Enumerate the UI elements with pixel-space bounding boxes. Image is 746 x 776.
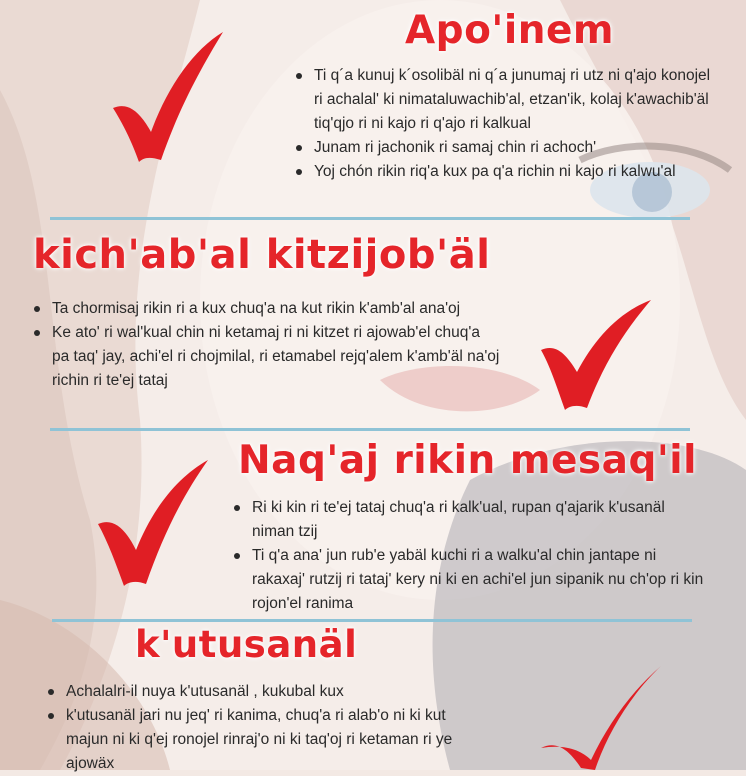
list-item: Ti q´a kunuj k´osolibäl ni q´a junumaj ri utz ni q'ajo konojel ri achalal' ki nimataluwachib'al, etzan'ik, kolaj k'awachib'äl tiq'qjo ri ni kajo ri q'ajo ri kalkual [292,64,722,136]
section-heading: k'utusanäl [135,623,358,666]
bullet-list [292,64,722,184]
checkmark-icon [535,664,665,770]
list-item: Ti q'a ana' jun rub'e yabäl kuchi ri a walku'al chin jantape ni rakaxaj' rutzij ri tataj' kery ni ki en achi'el jun sipanik nu ch'op ri kin rojon'el ranima [230,544,710,616]
section-divider [52,619,692,622]
section-divider [50,217,690,220]
section-heading: kich'ab'al kitzijob'äl [33,232,491,278]
list-item: k'utusanäl jari nu jeq' ri kanima, chuq'a ri alab'o ni ki kut majun ni ki q'ej ronojel rinraj'o ni ki taq'oj ri ketaman ri ye ajowäx [44,704,484,776]
bullet-list [230,496,710,616]
list-item: Ri ki kin ri te'ej tataj chuq'a ri kalk'ual, rupan q'ajarik k'usanäl niman tzij [230,496,710,544]
bullet-list [44,680,484,776]
checkmark-icon [92,458,212,590]
list-item: Achalalri-il nuya k'utusanäl , kukubal kux [44,680,484,704]
list-item: Junam ri jachonik ri samaj chin ri achoch' [292,136,722,160]
section-heading: Naq'aj rikin mesaq'il [238,438,698,483]
checkmark-icon [105,28,230,168]
list-item: Ta chormisaj rikin ri a kux chuq'a na kut rikin k'amb'al ana'oj [30,297,500,321]
section-heading: Apo'inem [405,8,615,53]
section-divider [50,428,690,431]
bullet-list [30,297,500,393]
checkmark-icon [535,298,655,416]
list-item: Yoj chón rikin riq'a kux pa q'a richin ni kajo ri kalwu'al [292,160,722,184]
list-item: Ke ato' ri wal'kual chin ni ketamaj ri ni kitzet ri ajowab'el chuq'a pa taq' jay, achi'el ri chojmilal, ri etamabel rejq'alem k'amb'äl na'oj richin ri te'ej tataj [30,321,500,393]
